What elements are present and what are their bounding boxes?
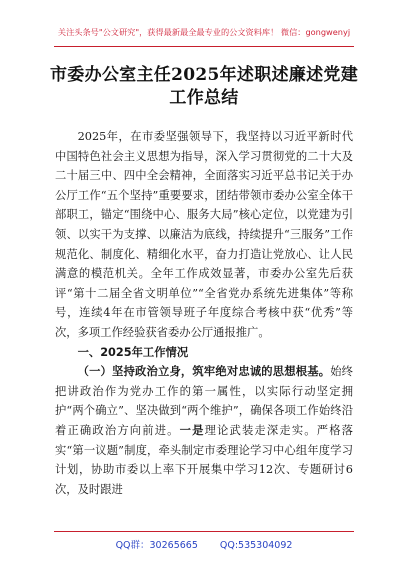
header-promo-note: 关注头条号"公文研究"，获得最新最全最专业的公文资料库！ 微信：gongwenyj bbox=[57, 27, 351, 37]
intro-paragraph: 2025年，在市委坚强领导下，我坚持以习近平新时代中国特色社会主义思想为指导，深入学习贯彻党的二十大及二十届三中、四中全会精神，全面落实习近平总书记关于办公厅工作“五个坚持”重要要求，团结带领市委办公室全体干部职工，锚定“围绕中心、服务大局”核心定位，以党建为引领、以实干为支撑、以廉洁为底线，持续提升“三服务”工作规范化、制度化、精细化水平，奋力打造让党放心、让人民满意的模范机关。全年工作成效显著，市委办公室先后获评“第十二届全省文明单位”“全省党办系统先进集体”等称号，连续4年在市管领导班子年度综合考核中获“优秀”等次，多项工作经验获省委办公厅通报推广。 bbox=[55, 130, 353, 339]
point-marker: 一是 bbox=[179, 423, 205, 437]
title-line-2: 工作总结 bbox=[169, 88, 239, 108]
header-divider bbox=[54, 46, 354, 47]
subsection-text-a: 始终把讲政治作为党办工作的第一属性，以实际行动坚定拥护“两个确立”、坚决做到“两个维护”，确保各项工作始终沿着正确政治方向前进。 bbox=[55, 365, 353, 437]
footer-qq-group: QQ群：30265665 bbox=[115, 540, 198, 551]
document-title bbox=[30, 64, 378, 110]
subsection-paragraph-1 bbox=[55, 362, 353, 499]
footer-contact bbox=[0, 537, 408, 551]
title-line-1: 市委办公室主任2025年述职述廉述党建 bbox=[49, 65, 358, 85]
section-heading-1: 一、2025年工作情况 bbox=[77, 345, 189, 359]
footer-divider bbox=[54, 531, 354, 532]
subsection-heading: （一）坚持政治立身，筑牢绝对忠诚的思想根基。 bbox=[77, 365, 331, 379]
document-body bbox=[55, 127, 353, 499]
subsection-text-b: 理论武装走深走实。严格落实“第一议题”制度，牵头制定市委理论学习中心组年度学习计划，协助市委以上率下开展集中学习12次、专题研讨6次，及时跟进 bbox=[55, 423, 353, 496]
footer-qq: QQ:535304092 bbox=[219, 540, 293, 551]
